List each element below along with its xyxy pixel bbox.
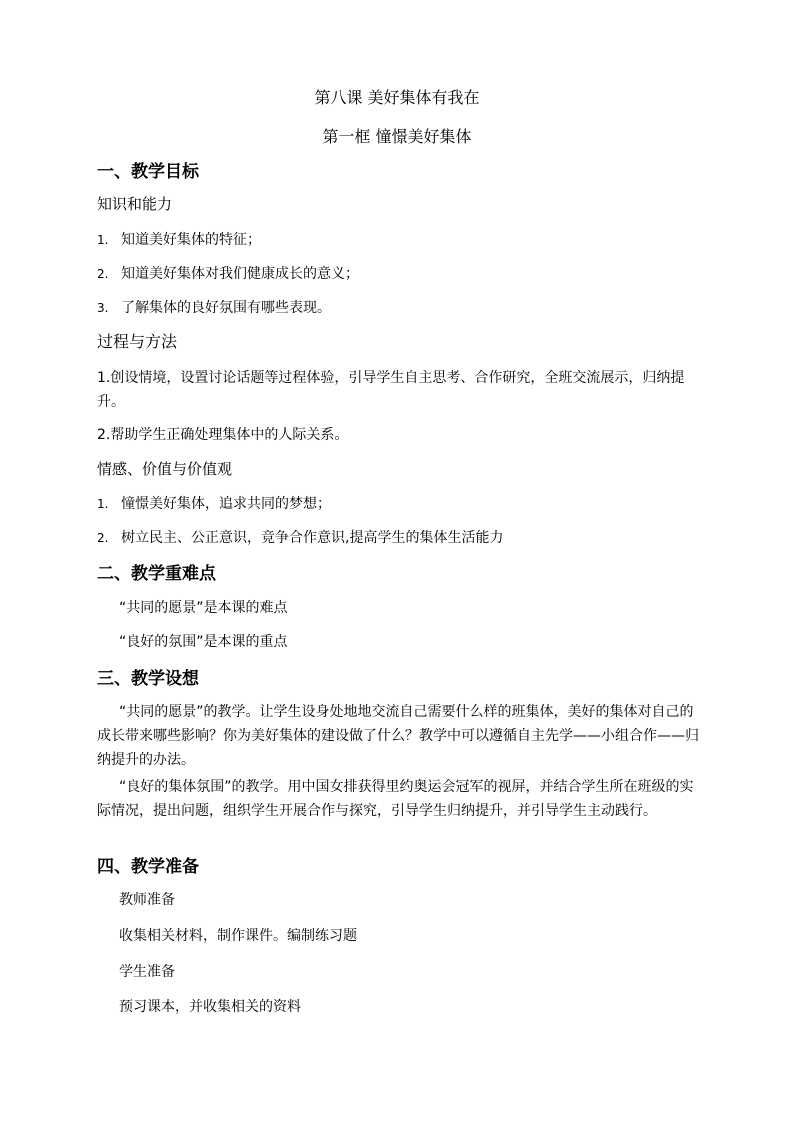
- list-item: [97, 492, 707, 516]
- paragraph: 学生准备: [119, 964, 175, 980]
- list-text: 知道美好集体对我们健康成长的意义；: [121, 266, 359, 282]
- paragraph: “良好的集体氛围”的教学。用中国女排获得里约奥运会冠军的视屏，并结合学生所在班级的实际情况，提出问题，组织学生开展合作与探究，引导学生归纳提升，并引导学生主动践行。: [97, 779, 694, 819]
- section-heading-objectives: 一、教学目标: [97, 162, 199, 182]
- paragraph: “共同的愿景”的教学。让学生设身处地地交流自己需要什么样的班集体，美好的集体对自己的成长带来哪些影响？你为美好集体的建设做了什么？教学中可以遵循自主先学——小组合作——归纳提升的办法。: [97, 704, 699, 768]
- list-number: 2.: [97, 267, 109, 281]
- list-number: 2.: [97, 531, 109, 545]
- list-text: 树立民主、公正意识，竞争合作意识,提高学生的集体生活能力: [121, 530, 504, 546]
- section-heading-design: 三、教学设想: [97, 669, 199, 689]
- list-item: [97, 526, 707, 550]
- paragraph: 收集相关材料，制作课件。编制练习题: [119, 928, 357, 944]
- knowledge-label: 知识和能力: [97, 195, 173, 213]
- emotion-label: 情感、价值与价值观: [97, 460, 233, 478]
- process-label: 过程与方法: [97, 332, 178, 351]
- paragraph: 2.帮助学生正确处理集体中的人际关系。: [97, 427, 349, 443]
- section-heading-preparation: 四、教学准备: [97, 857, 199, 877]
- paragraph: 1.创设情境，设置讨论话题等过程体验，引导学生自主思考、合作研究，全班交流展示，归纳提升。: [97, 370, 685, 410]
- paragraph: “良好的氛围”是本课的重点: [119, 634, 288, 650]
- list-item: [97, 296, 707, 320]
- paragraph: 预习课本，并收集相关的资料: [119, 999, 301, 1015]
- lesson-title: 第八课 美好集体有我在: [314, 88, 480, 107]
- section-heading-key-points: 二、教学重难点: [97, 564, 216, 584]
- list-item: [97, 228, 707, 252]
- lesson-subtitle: 第一框 憧憬美好集体: [322, 127, 472, 146]
- paragraph: “共同的愿景”是本课的难点: [119, 600, 288, 616]
- list-number: 3.: [97, 301, 109, 315]
- list-item: [97, 262, 707, 286]
- list-number: 1.: [97, 497, 109, 511]
- paragraph: 教师准备: [119, 892, 175, 908]
- list-text: 了解集体的良好氛围有哪些表现。: [121, 300, 331, 316]
- list-text: 憧憬美好集体，追求共同的梦想；: [121, 496, 331, 512]
- list-text: 知道美好集体的特征；: [121, 232, 261, 248]
- list-number: 1.: [97, 233, 109, 247]
